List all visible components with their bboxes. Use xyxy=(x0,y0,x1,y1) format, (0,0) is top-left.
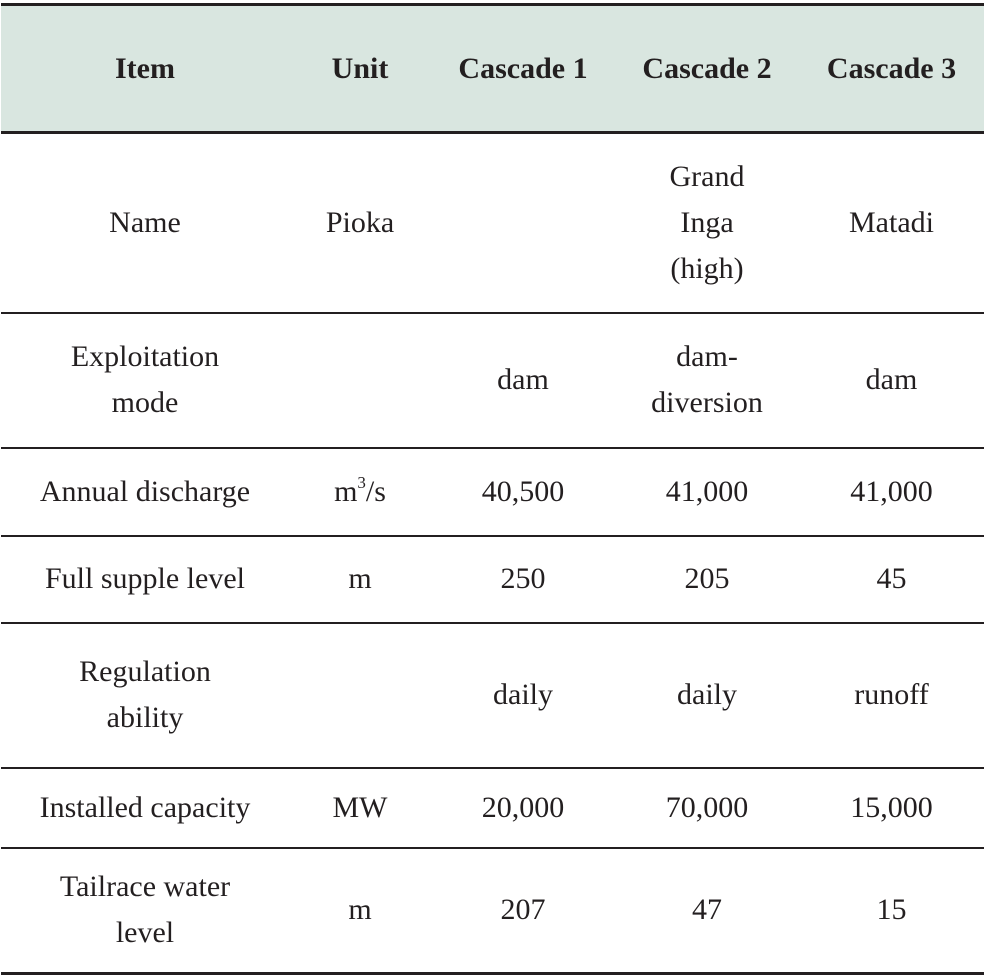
cell-cascade-3: 15 xyxy=(799,848,984,974)
table-header xyxy=(1,5,984,133)
table-row-name xyxy=(1,133,984,313)
cell-unit xyxy=(289,623,431,768)
cell-cascade-3: 45 xyxy=(799,536,984,623)
header-cascade-1 xyxy=(431,5,615,133)
cell-cascade-1: 20,000 xyxy=(431,768,615,848)
unit-superscript: 3 xyxy=(357,472,366,492)
cell-item: Full supple level xyxy=(1,536,289,623)
table-row-tailrace-water-level xyxy=(1,848,984,974)
cell-cascade-1: 40,500 xyxy=(431,448,615,536)
table-row-installed-capacity xyxy=(1,768,984,848)
cell-cascade-2: daily xyxy=(615,623,799,768)
cell-item xyxy=(1,848,289,974)
cell-unit xyxy=(289,448,431,536)
cell-cascade-1: daily xyxy=(431,623,615,768)
cell-item-text: Exploitation mode xyxy=(70,340,220,419)
cell-item: Annual discharge xyxy=(1,448,289,536)
header-cascade-2-text: Cascade 2 xyxy=(642,51,772,85)
cell-item: Installed capacity xyxy=(1,768,289,848)
header-cascade-2 xyxy=(615,5,799,133)
cell-cascade-1 xyxy=(431,133,615,313)
header-unit: Unit xyxy=(289,5,431,133)
table-row-annual-discharge xyxy=(1,448,984,536)
cell-cascade-3: dam xyxy=(799,313,984,448)
cell-unit xyxy=(289,313,431,448)
cell-unit: m xyxy=(289,848,431,974)
cell-item xyxy=(1,623,289,768)
cell-cascade-2: 70,000 xyxy=(615,768,799,848)
header-cascade-1-text: Cascade 1 xyxy=(458,51,588,85)
cell-cascade-1: 250 xyxy=(431,536,615,623)
table-row-full-supple-level xyxy=(1,536,984,623)
header-cascade-3 xyxy=(799,5,984,133)
cell-cascade-3: 41,000 xyxy=(799,448,984,536)
cell-cascade-1: 207 xyxy=(431,848,615,974)
cell-cascade-2-text: Grand Inga (high) xyxy=(669,159,745,285)
table-body xyxy=(1,133,984,974)
unit-base: m xyxy=(334,474,358,508)
table-row-exploitation-mode xyxy=(1,313,984,448)
unit-tail: /s xyxy=(365,474,386,508)
cell-item: Name xyxy=(1,133,289,313)
cascade-parameters-table xyxy=(1,3,984,975)
header-row xyxy=(1,5,984,133)
header-cascade-3-text: Cascade 3 xyxy=(826,51,957,85)
cell-cascade-2: 47 xyxy=(615,848,799,974)
cell-unit: MW xyxy=(289,768,431,848)
cell-cascade-3: 15,000 xyxy=(799,768,984,848)
cell-unit: m xyxy=(289,536,431,623)
cell-cascade-2-text: dam-diversion xyxy=(651,340,763,419)
cell-cascade-2 xyxy=(615,313,799,448)
table-row-regulation-ability xyxy=(1,623,984,768)
cell-cascade-2: 41,000 xyxy=(615,448,799,536)
cell-unit: Pioka xyxy=(289,133,431,313)
cell-cascade-3: runoff xyxy=(799,623,984,768)
cell-cascade-1: dam xyxy=(431,313,615,448)
cell-item xyxy=(1,313,289,448)
cell-cascade-2 xyxy=(615,133,799,313)
cell-cascade-3: Matadi xyxy=(799,133,984,313)
cell-item-text: Regulation ability xyxy=(79,655,211,734)
cell-cascade-2: 205 xyxy=(615,536,799,623)
cell-item-text: Tailrace water level xyxy=(59,870,231,950)
header-item: Item xyxy=(1,5,289,133)
